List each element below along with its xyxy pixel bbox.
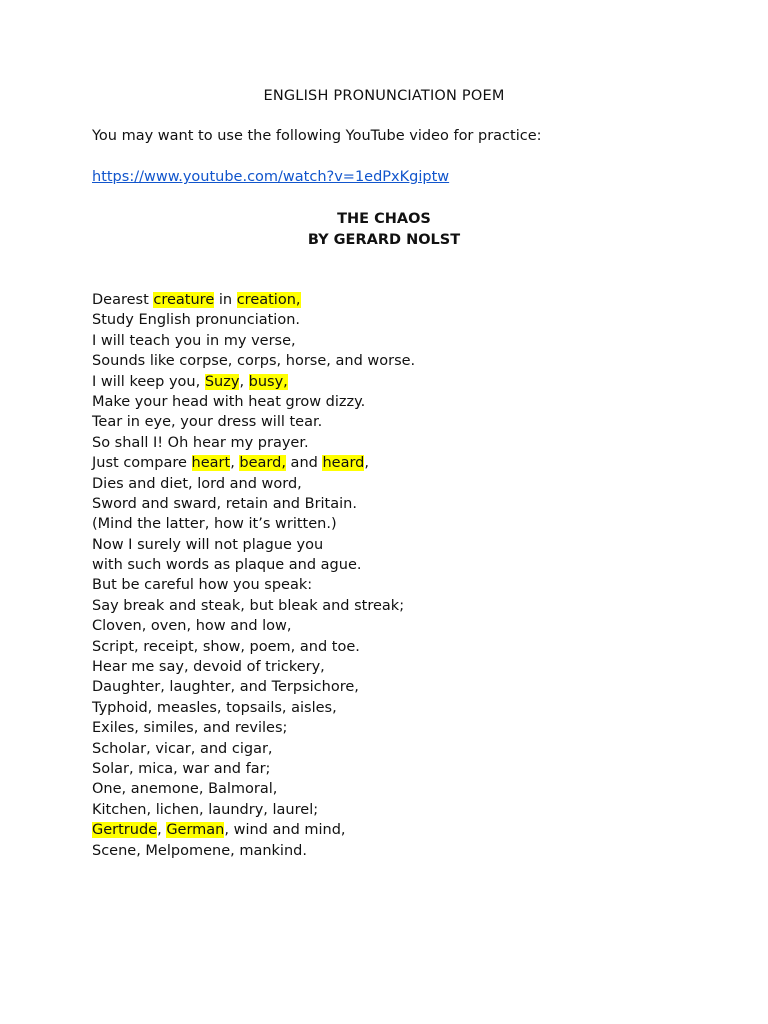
poem-text: Now I surely will not plague you [92, 536, 324, 553]
highlighted-word: beard, [239, 455, 286, 472]
youtube-link[interactable]: https://www.youtube.com/watch?v=1edPxKgiptw [92, 169, 450, 185]
poem-line [92, 310, 415, 330]
poem-text: Sounds like corpse, corps, horse, and worse. [92, 353, 416, 370]
poem-line [92, 453, 415, 473]
poem-text: One, anemone, Balmoral, [92, 781, 278, 798]
poem-line [92, 677, 415, 697]
poem-line [92, 718, 415, 738]
highlighted-word: busy, [248, 373, 288, 390]
poem-line [92, 820, 415, 840]
poem-text: Daughter, laughter, and Terpsichore, [92, 679, 359, 696]
poem-text: Kitchen, lichen, laundry, laurel; [92, 801, 319, 818]
poem-line [92, 841, 415, 861]
highlighted-word: creature [153, 292, 215, 308]
poem-line [92, 351, 415, 371]
highlighted-word: German [166, 822, 225, 839]
poem-text: , [157, 822, 167, 839]
poem-line [92, 596, 415, 616]
poem-text: Script, receipt, show, poem, and toe. [92, 638, 360, 655]
poem-line [92, 372, 415, 392]
poem-text: Scholar, vicar, and cigar, [92, 740, 273, 757]
poem-line [92, 514, 415, 534]
highlighted-word: creation, [236, 292, 301, 308]
poem-text: and [285, 455, 323, 472]
poem-text: , wind and mind, [224, 822, 346, 839]
poem-line [92, 331, 415, 351]
poem-line [92, 392, 415, 412]
poem-text: Make your head with heat grow dizzy. [92, 393, 366, 410]
poem-text: , [364, 455, 369, 472]
poem-line [92, 433, 415, 453]
poem-text: Typhoid, measles, topsails, aisles, [92, 699, 337, 716]
poem-line [92, 575, 415, 595]
poem-text: Solar, mica, war and far; [92, 760, 271, 777]
poem-text: Dearest [92, 292, 154, 308]
poem-text: I will teach you in my verse, [92, 332, 296, 349]
poem-line [92, 759, 415, 779]
poem-text: Tear in eye, your dress will tear. [92, 414, 323, 431]
poem-line [92, 290, 415, 310]
poem-text: Say break and steak, but bleak and streak; [92, 597, 405, 614]
poem-text: Hear me say, devoid of trickery, [92, 659, 325, 676]
poem-line [92, 657, 415, 677]
poem-text: Dies and diet, lord and word, [92, 475, 302, 492]
poem-line [92, 412, 415, 432]
poem-text: (Mind the latter, how it’s written.) [92, 516, 337, 533]
poem-line [92, 637, 415, 657]
poem-text: , [230, 455, 240, 472]
poem-text: with such words as plaque and ague. [92, 557, 362, 574]
poem-text: in [214, 292, 237, 308]
poem-line [92, 800, 415, 820]
highlighted-word: Suzy [204, 373, 240, 390]
poem-heading [0, 209, 768, 251]
poem-text: Scene, Melpomene, mankind. [92, 842, 307, 859]
highlighted-word: heard [322, 455, 365, 472]
poem-title: THE CHAOS [337, 211, 431, 227]
poem-body [92, 290, 415, 861]
poem-line [92, 698, 415, 718]
poem-line [92, 616, 415, 636]
poem-text: Just compare [92, 455, 192, 472]
poem-line [92, 474, 415, 494]
poem-line [92, 535, 415, 555]
poem-line [92, 779, 415, 799]
poem-text: Study English pronunciation. [92, 312, 300, 329]
intro-text: You may want to use the following YouTube video for practice: [92, 128, 542, 144]
highlighted-word: heart [191, 455, 231, 472]
poem-text: But be careful how you speak: [92, 577, 313, 594]
poem-text: So shall I! Oh hear my prayer. [92, 434, 309, 451]
highlighted-word: Gertrude [92, 822, 158, 839]
poem-author: BY GERARD NOLST [307, 232, 461, 248]
document-title: ENGLISH PRONUNCIATION POEM [263, 88, 505, 104]
poem-text: Exiles, similes, and reviles; [92, 720, 288, 737]
poem-text: Cloven, oven, how and low, [92, 618, 292, 635]
poem-line [92, 494, 415, 514]
poem-line [92, 555, 415, 575]
poem-text: Sword and sward, retain and Britain. [92, 495, 357, 512]
poem-line [92, 739, 415, 759]
poem-text: , [239, 373, 249, 390]
poem-text: I will keep you, [92, 373, 205, 390]
